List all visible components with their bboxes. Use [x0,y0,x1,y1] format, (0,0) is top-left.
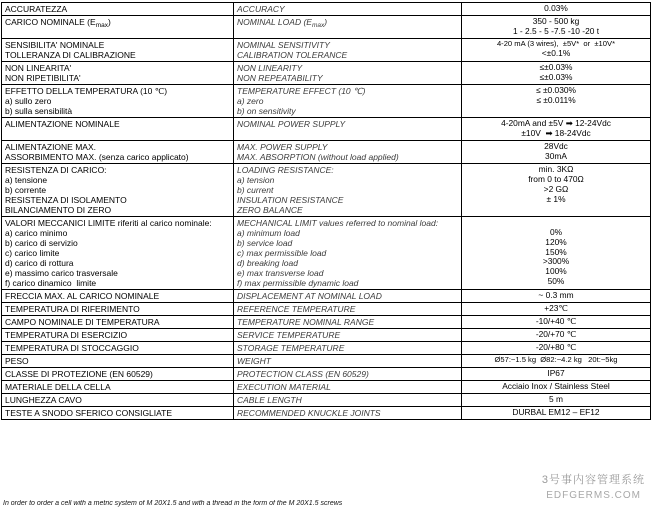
spec-label-en: LOADING RESISTANCE: a) tension b) current INSULATION RESISTANCE ZERO BALANCE [234,163,462,216]
spec-label-it: ACCURATEZZA [2,3,234,16]
spec-label-en: REFERENCE TEMPERATURE [234,302,462,315]
table-row [2,16,651,39]
table-row [2,140,651,163]
table-row [2,38,651,61]
spec-label-en: NOMINAL SENSITIVITY CALIBRATION TOLERANCE [234,38,462,61]
table-row [2,316,651,329]
spec-value: DURBAL EM12 – EF12 [462,407,651,420]
spec-label-it: CAMPO NOMINALE DI TEMPERATURA [2,316,234,329]
table-row [2,394,651,407]
spec-value: ~ 0.3 mm [462,289,651,302]
spec-value: -20/+70 ℃ [462,329,651,342]
spec-label-it: CLASSE DI PROTEZIONE (EN 60529) [2,368,234,381]
spec-value: 5 m [462,394,651,407]
spec-label-it: NON LINEARITA' NON RIPETIBILITA' [2,61,234,84]
spec-label-en: DISPLACEMENT AT NOMINAL LOAD [234,289,462,302]
spec-value: 28Vdc 30mA [462,140,651,163]
table-row [2,84,651,117]
spec-label-en: MAX. POWER SUPPLY MAX. ABSORPTION (without load applied) [234,140,462,163]
spec-value: ≤ ±0.030% ≤ ±0.011% [462,84,651,117]
table-row [2,342,651,355]
table-row [2,368,651,381]
spec-label-en: CABLE LENGTH [234,394,462,407]
spec-value: min. 3KΩ from 0 to 470Ω >2 GΩ ± 1% [462,163,651,216]
spec-label-en: TEMPERATURE NOMINAL RANGE [234,316,462,329]
spec-label-en: EXECUTION MATERIAL [234,381,462,394]
table-row [2,3,651,16]
table-row [2,407,651,420]
spec-label-it: TESTE A SNODO SFERICO CONSIGLIATE [2,407,234,420]
spec-label-en: MECHANICAL LIMIT values referred to nominal load: a) minimum load b) service load c) max permissible load d) breaking load e) max transverse load f) max permissible dynamic load [234,216,462,289]
spec-label-it: VALORI MECCANICI LIMITE riferiti al carico nominale: a) carico minimo b) carico di servizio c) carico limite d) carico di rottura e) massimo carico trasversale f) carico dinamico limite [2,216,234,289]
spec-label-it: TEMPERATURA DI ESERCIZIO [2,329,234,342]
spec-label-it: ALIMENTAZIONE MAX. ASSORBIMENTO MAX. (senza carico applicato) [2,140,234,163]
table-row [2,355,651,368]
watermark-secondary: EDFGERMS.COM [546,490,641,501]
spec-label-it: TEMPERATURA DI RIFERIMENTO [2,302,234,315]
table-row [2,381,651,394]
specifications-table [1,2,651,420]
spec-value: 0.03% [462,3,651,16]
spec-label-en: PROTECTION CLASS (EN 60529) [234,368,462,381]
watermark-primary: 3号事内容管理系统 [541,474,645,486]
table-row [2,163,651,216]
table-row [2,61,651,84]
spec-label-it: EFFETTO DELLA TEMPERATURA (10 ℃) a) sullo zero b) sulla sensibilità [2,84,234,117]
spec-value: Acciaio Inox / Stainless Steel [462,381,651,394]
spec-value: 0% 120% 150% >300% 100% 50% [462,216,651,289]
table-row [2,329,651,342]
spec-label-en: STORAGE TEMPERATURE [234,342,462,355]
spec-label-it: SENSIBILITA' NOMINALE TOLLERANZA DI CALIBRAZIONE [2,38,234,61]
spec-label-en: NOMINAL POWER SUPPLY [234,117,462,140]
table-row [2,302,651,315]
spec-value: +23℃ [462,302,651,315]
spec-label-it: CARICO NOMINALE $(E_{max})$ [2,16,234,39]
spec-label-it: PESO [2,355,234,368]
spec-label-it: LUNGHEZZA CAVO [2,394,234,407]
spec-label-it: ALIMENTAZIONE NOMINALE [2,117,234,140]
table-row [2,216,651,289]
spec-label-en: ACCURACY [234,3,462,16]
spec-label-en: NON LINEARITY NON REPEATABILITY [234,61,462,84]
table-footnote: In order to order a cell with a metric system of M 20X1.5 and with a thread in the form of the M 20X1.5 screws [3,500,343,507]
spec-label-en: WEIGHT [234,355,462,368]
spec-label-en: SERVICE TEMPERATURE [234,329,462,342]
spec-label-it: MATERIALE DELLA CELLA [2,381,234,394]
spec-value: 4-20 mA (3 wires), ±5V* or ±10V* <±0.1% [462,38,651,61]
spec-value: 350 - 500 kg 1 - 2.5 - 5 -7.5 -10 -20 t [462,16,651,39]
spec-value: IP67 [462,368,651,381]
spec-value: ≤±0.03% ≤±0.03% [462,61,651,84]
spec-value: 4-20mA and ±5V ➡ 12-24Vdc ±10V ➡ 18-24Vdc [462,117,651,140]
spec-label-it: FRECCIA MAX. AL CARICO NOMINALE [2,289,234,302]
spec-value: -20/+80 ℃ [462,342,651,355]
spec-label-en: NOMINAL LOAD $(E_{max})$ [234,16,462,39]
spec-value: -10/+40 ℃ [462,316,651,329]
spec-value: Ø57:~1.5 kg Ø82:~4.2 kg 20t:~5kg [462,355,651,368]
table-row [2,289,651,302]
spec-label-it: RESISTENZA DI CARICO: a) tensione b) corrente RESISTENZA DI ISOLAMENTO BILANCIAMENTO DI ZERO [2,163,234,216]
spec-label-en: RECOMMENDED KNUCKLE JOINTS [234,407,462,420]
spec-label-it: TEMPERATURA DI STOCCAGGIO [2,342,234,355]
spec-label-en: TEMPERATURE EFFECT (10 ℃) a) zero b) on sensitivity [234,84,462,117]
table-row [2,117,651,140]
